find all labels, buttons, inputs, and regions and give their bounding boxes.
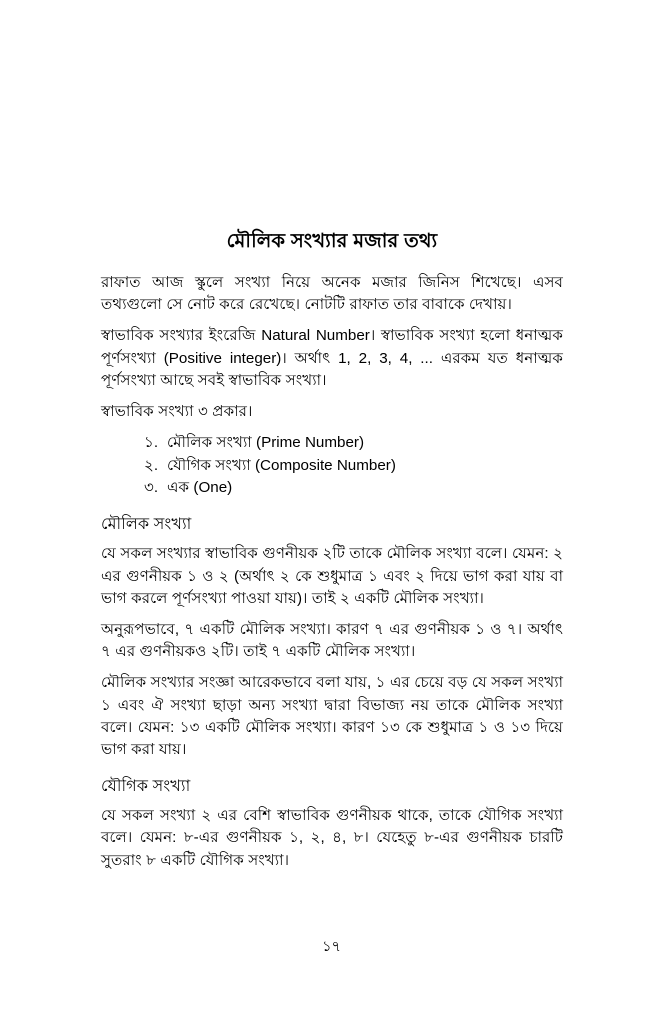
natural-number-definition-paragraph: স্বাভাবিক সংখ্যার ইংরেজি Natural Number। স্বাভাবিক সংখ্যা হলো ধনাত্মক পূর্ণসংখ্যা (Positive integer)। অর্থাৎ 1, 2, 3, 4, ... এরকম যত ধনাত্মক পূর্ণসংখ্যা আছে সবই স্বাভাবিক সংখ্যা। <box>101 327 563 389</box>
prime-number-paragraph-1: যে সকল সংখ্যার স্বাভাবিক গুণনীয়ক ২টি তাকে মৌলিক সংখ্যা বলে। যেমন: ২ এর গুণনীয়ক ১ ও ২ (অর্থাৎ ২ কে শুধুমাত্র ১ এবং ২ দিয়ে ভাগ করা যায় বা ভাগ করলে পূর্ণসংখ্যা পাওয়া যায়)। তাই ২ একটি মৌলিক সংখ্যা। <box>101 545 563 607</box>
list-item-marker: ৩. <box>144 479 159 497</box>
list-item-label: এক (One) <box>167 479 233 497</box>
prime-number-paragraph-2: অনুরূপভাবে, ৭ একটি মৌলিক সংখ্যা। কারণ ৭ এর গুণনীয়ক ১ ও ৭। অর্থাৎ ৭ এর গুণনীয়কও ২টি। তাই ৭ একটি মৌলিক সংখ্যা। <box>101 621 563 661</box>
list-item <box>144 477 563 499</box>
list-item-marker: ১. <box>144 434 159 452</box>
page-content <box>101 228 563 872</box>
types-lead-paragraph: স্বাভাবিক সংখ্যা ৩ প্রকার। <box>101 403 253 421</box>
section-heading-prime-number: মৌলিক সংখ্যা <box>101 515 192 534</box>
composite-number-paragraph-1: যে সকল সংখ্যা ২ এর বেশি স্বাভাবিক গুণনীয়ক থাকে, তাকে যৌগিক সংখ্যা বলে। যেমন: ৮-এর গুণনীয়ক ১, ২, ৪, ৮। যেহেতু ৮-এর গুণনীয়ক চারটি সুতরাং ৮ একটি যৌগিক সংখ্যা। <box>101 807 563 869</box>
list-item-label: মৌলিক সংখ্যা (Prime Number) <box>167 434 365 452</box>
list-item-label: যৌগিক সংখ্যা (Composite Number) <box>167 456 396 474</box>
list-item <box>144 432 563 454</box>
intro-paragraph: রাফাত আজ স্কুলে সংখ্যা নিয়ে অনেক মজার জিনিস শিখেছে। এসব তথ্যগুলো সে নোট করে রেখেছে। নোটটি রাফাত তার বাবাকে দেখায়। <box>101 274 563 314</box>
number-types-list <box>101 432 563 499</box>
list-item-marker: ২. <box>144 456 159 474</box>
prime-number-paragraph-3: মৌলিক সংখ্যার সংজ্ঞা আরেকভাবে বলা যায়, ১ এর চেয়ে বড় যে সকল সংখ্যা ১ এবং ঐ সংখ্যা ছাড়া অন্য সংখ্যা দ্বারা বিভাজ্য নয় তাকে মৌলিক সংখ্যা বলে। যেমন: ১৩ একটি মৌলিক সংখ্যা। কারণ ১৩ কে শুধুমাত্র ১ ও ১৩ দিয়ে ভাগ করা যায়। <box>101 674 563 759</box>
list-item <box>144 455 563 477</box>
section-heading-composite-number: যৌগিক সংখ্যা <box>101 777 191 796</box>
page-title: মৌলিক সংখ্যার মজার তথ্য <box>226 230 438 252</box>
page-number: ১৭ <box>322 939 341 955</box>
